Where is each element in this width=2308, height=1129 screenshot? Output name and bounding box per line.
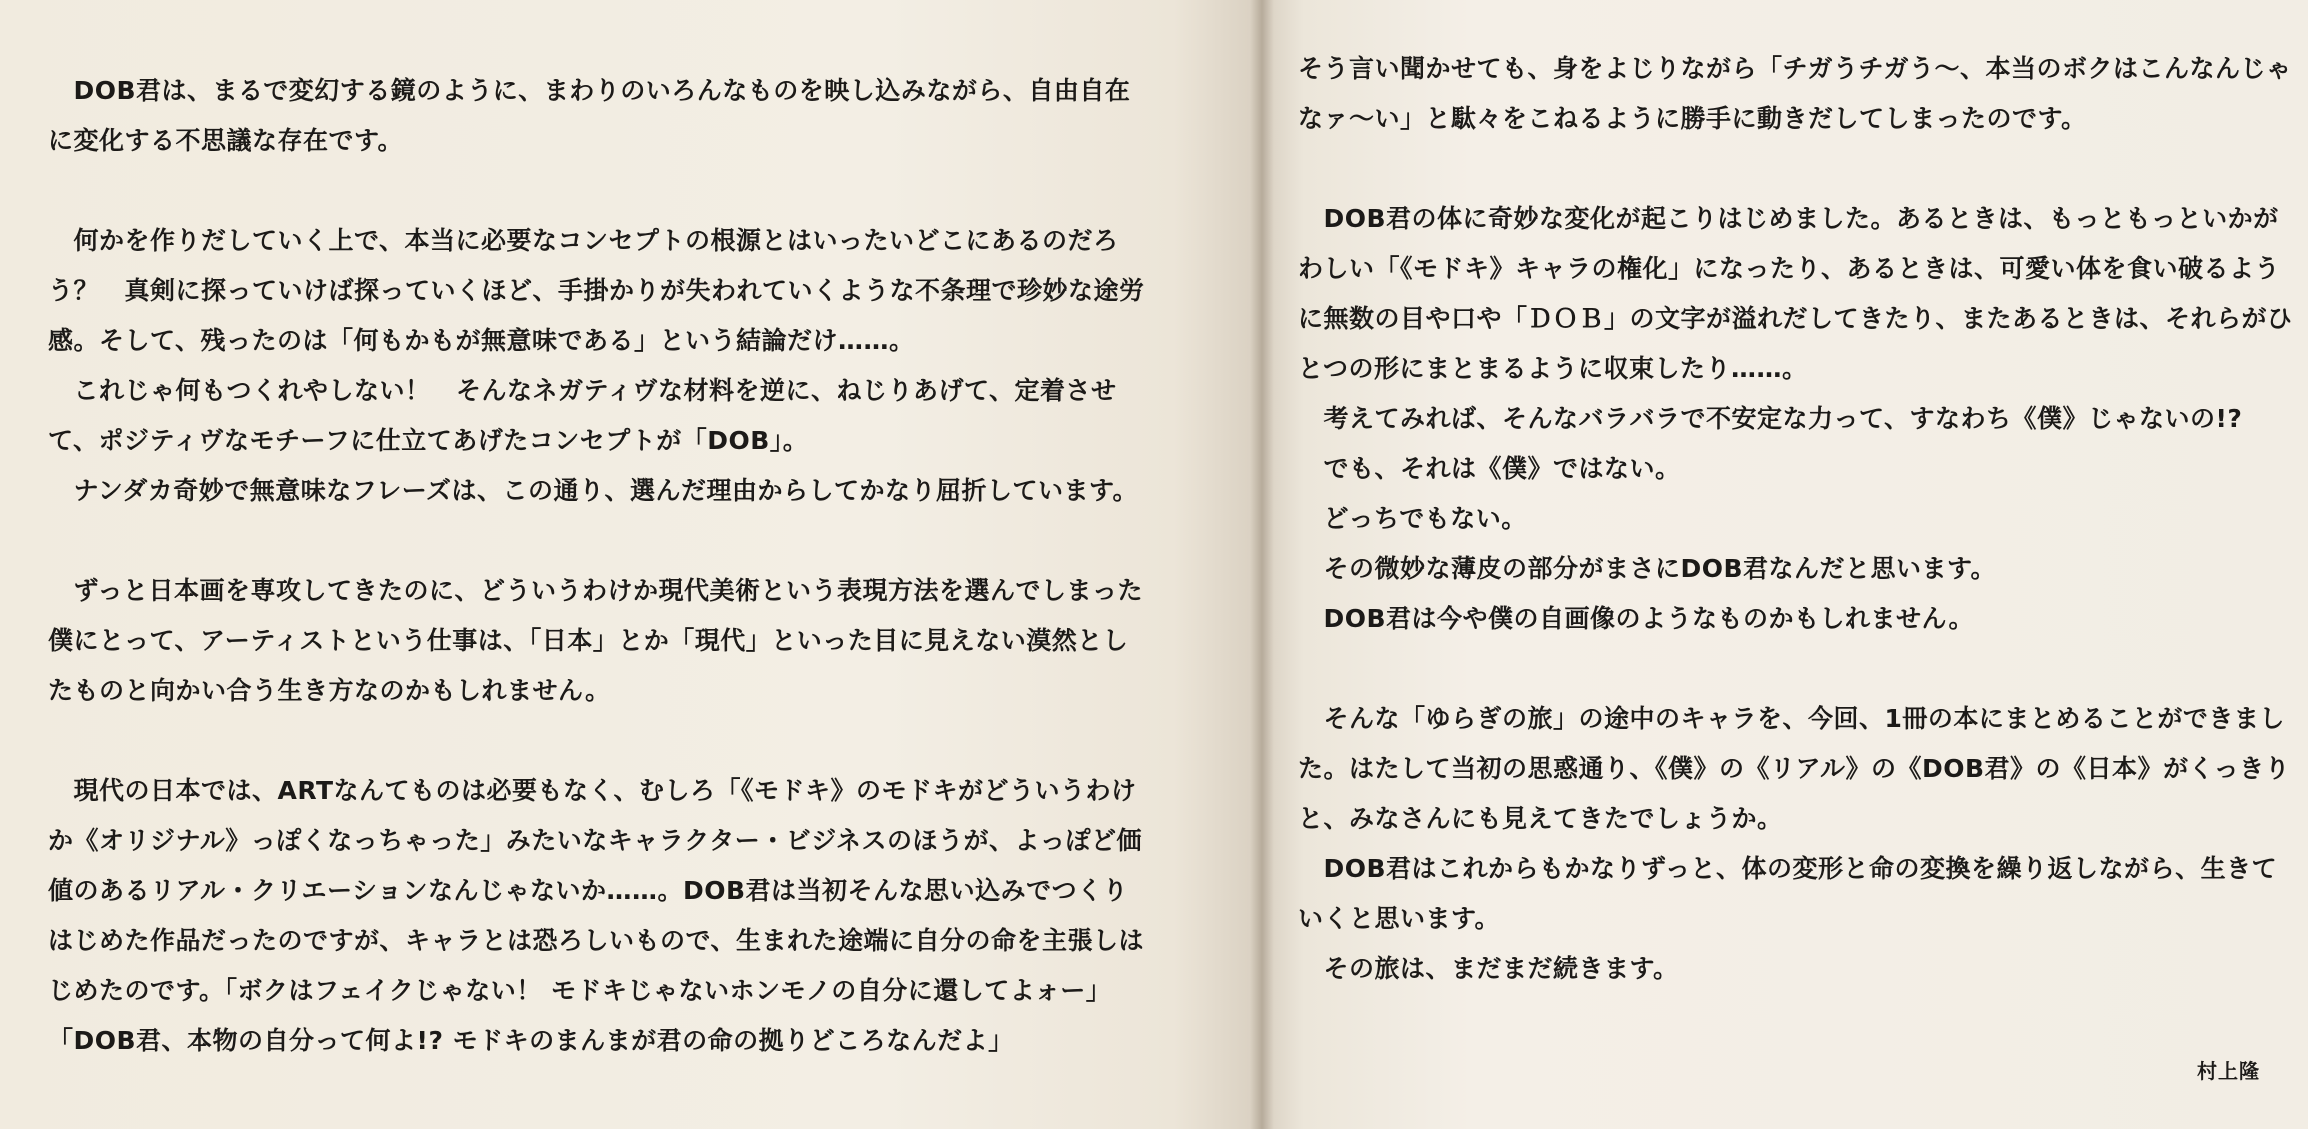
paragraph: DOB君はこれからもかなりずっと、体の変形と命の変換を繰り返しながら、生きていくと思います。 <box>1298 854 2278 933</box>
right-page <box>1262 0 2308 1129</box>
paragraph-spacer <box>1298 644 2298 694</box>
paragraph: ナンダカ奇妙で無意味なフレーズは、この通り、選んだ理由からしてかなり屈折しています。 <box>48 476 1139 505</box>
paragraph: DOB君は、まるで変幻する鏡のように、まわりのいろんなものを映し込みながら、自由自在に変化する不思議な存在です。 <box>48 76 1131 155</box>
right-page-text <box>1298 44 2298 994</box>
paragraph: DOB君は今や僕の自画像のようなものかもしれません。 <box>1298 604 1975 633</box>
paragraph: 何かを作りだしていく上で、本当に必要なコンセプトの根源とはいったいどこにあるのだろう？ 真剣に探っていけば探っていくほど、手掛かりが失われていくような不条理で珍妙な途労感。そして、残ったのは「何もかもが無意味である」という結論だけ……。 <box>48 226 1145 355</box>
left-page-text <box>48 66 1148 1066</box>
paragraph-spacer <box>48 716 1148 766</box>
paragraph: 「DOB君、本物の自分って何よ!? モドキのまんまが君の命の拠りどころなんだよ」 <box>48 1026 1014 1055</box>
paragraph: どっちでもない。 <box>1298 504 1527 533</box>
paragraph: DOB君の体に奇妙な変化が起こりはじめました。あるときは、もっともっといかがわしい「《モドキ》キャラの権化」になったり、あるときは、可愛い体を食い破るように無数の目や口や「ＤＯＢ」の文字が溢れだしてきたり、またあるときは、それらがひとつの形にまとまるように収束したり……。 <box>1298 204 2293 383</box>
paragraph: でも、それは《僕》ではない。 <box>1298 454 1681 483</box>
paragraph-spacer <box>48 166 1148 216</box>
paragraph: これじゃ何もつくれやしない！ そんなネガティヴな材料を逆に、ねじりあげて、定着させて、ポジティヴなモチーフに仕立てあげたコンセプトが「DOB」。 <box>48 376 1117 455</box>
paragraph: その旅は、まだまだ続きます。 <box>1298 954 1679 983</box>
paragraph: その微妙な薄皮の部分がまさにDOB君なんだと思います。 <box>1298 554 1997 583</box>
paragraph-spacer <box>1298 144 2298 194</box>
paragraph: 現代の日本では、ARTなんてものは必要もなく、むしろ「《モドキ》のモドキがどういうわけか《オリジナル》っぽくなっちゃった」みたいなキャラクター・ビジネスのほうが、よっぽど価値のあるリアル・クリエーションなんじゃないか……。DOB君は当初そんな思い込みでつくりはじめた作品だったのですが、キャラとは恐ろしいもので、生まれた途端に自分の命を主張しはじめたのです。「ボクはフェイクじゃない！ モドキじゃないホンモノの自分に還してよォー」 <box>48 776 1145 1005</box>
paragraph: そう言い聞かせても、身をよじりながら「チガうチガう〜、本当のボクはこんなんじゃなァ〜い」と駄々をこねるように勝手に動きだしてしまったのです。 <box>1298 54 2292 133</box>
paragraph: 考えてみれば、そんなバラバラで不安定な力って、すなわち《僕》じゃないの!? <box>1298 404 2243 433</box>
paragraph-spacer <box>48 516 1148 566</box>
author-signature: 村上隆 <box>2197 1059 2260 1083</box>
paragraph: そんな「ゆらぎの旅」の途中のキャラを、今回、1冊の本にまとめることができました。はたして当初の思惑通り、《僕》の《リアル》の《DOB君》の《日本》がくっきりと、みなさんにも見えてきたでしょうか。 <box>1298 704 2291 833</box>
paragraph: ずっと日本画を専攻してきたのに、どういうわけか現代美術という表現方法を選んでしまった僕にとって、アーティストという仕事は、「日本」とか「現代」といった目に見えない漠然としたものと向かい合う生き方なのかもしれません。 <box>48 576 1144 705</box>
